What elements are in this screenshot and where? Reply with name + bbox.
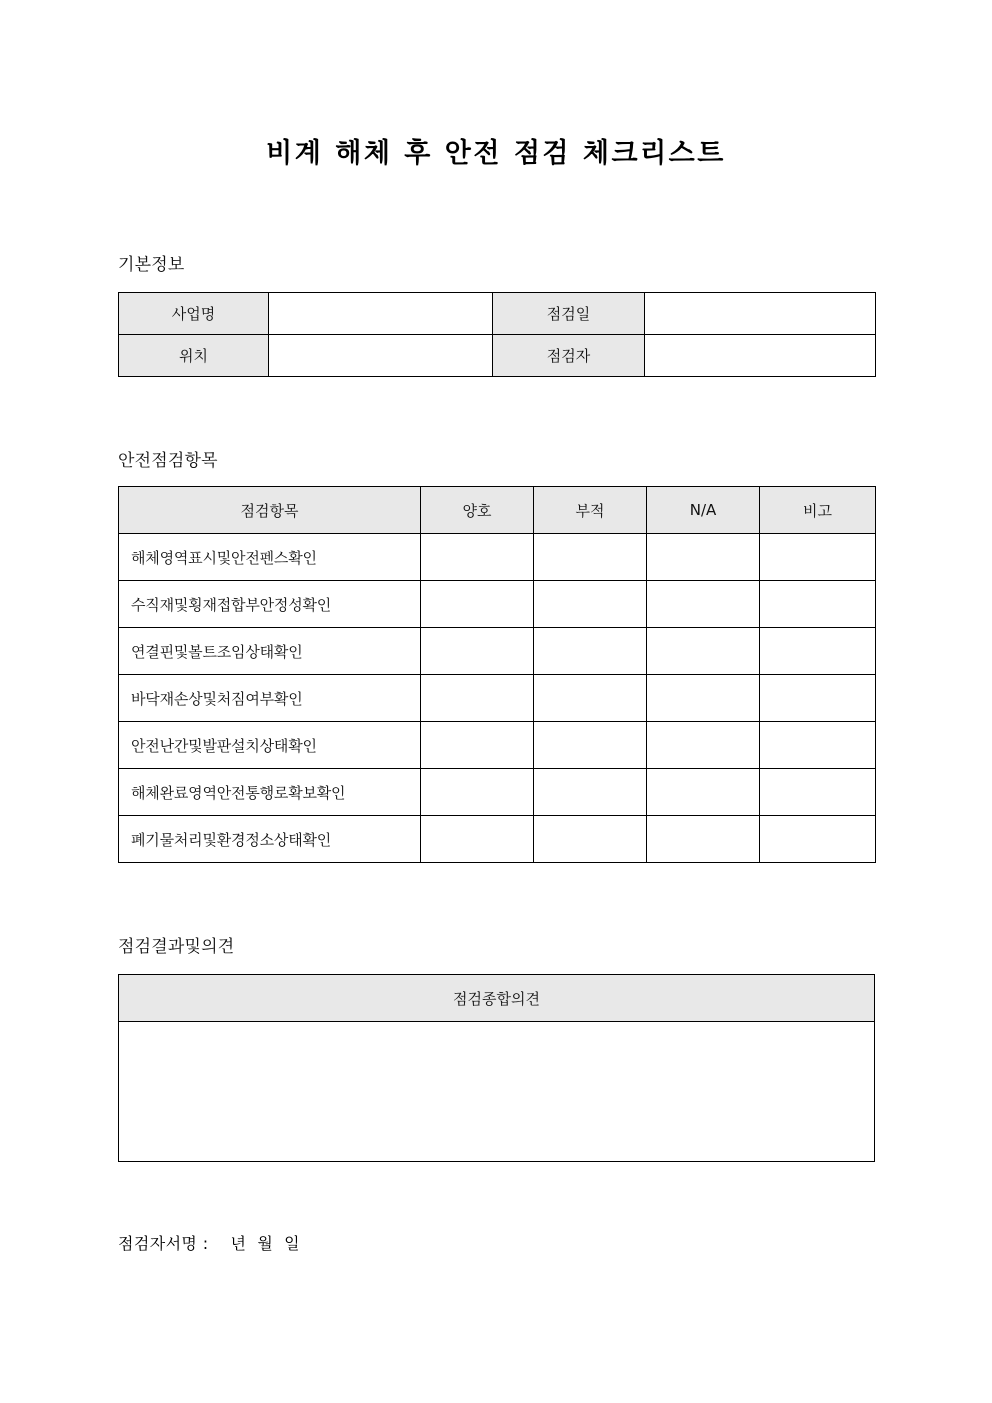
checkbox-cell-good[interactable]: [421, 722, 534, 769]
section-heading-results: 점검결과및의견: [118, 937, 235, 957]
checkbox-cell-defect[interactable]: [534, 769, 647, 816]
inspection-item-label: 안전난간및발판설치상태확인: [119, 722, 421, 769]
checkbox-cell-na[interactable]: [647, 628, 760, 675]
table-row: [119, 675, 876, 722]
checkbox-cell-defect[interactable]: [534, 816, 647, 863]
table-row: [119, 293, 876, 335]
checkbox-cell-good[interactable]: [421, 581, 534, 628]
field-value-project-name[interactable]: [269, 293, 493, 335]
page-title: 비계 해체 후 안전 점검 체크리스트: [266, 138, 726, 169]
table-header-row: [119, 487, 876, 534]
checkbox-cell-na[interactable]: [647, 722, 760, 769]
column-header-comments: 점검종합의견: [119, 975, 875, 1022]
table-row: [119, 335, 876, 377]
inspector-signature-line[interactable]: 점검자서명 : 년 월 일: [118, 1234, 301, 1253]
column-header-item: 점검항목: [119, 487, 421, 534]
inspection-item-label: 연결핀및볼트조임상태확인: [119, 628, 421, 675]
field-label-inspection-date: 점검일: [493, 293, 645, 335]
remark-cell[interactable]: [760, 675, 876, 722]
remark-cell[interactable]: [760, 534, 876, 581]
section-heading-basic-info: 기본정보: [118, 255, 185, 275]
table-row: [119, 581, 876, 628]
comments-table: [118, 974, 875, 1162]
inspection-items-table: [118, 486, 876, 863]
column-header-good: 양호: [421, 487, 534, 534]
checkbox-cell-na[interactable]: [647, 534, 760, 581]
field-value-inspector[interactable]: [645, 335, 876, 377]
table-row: [119, 722, 876, 769]
checkbox-cell-na[interactable]: [647, 581, 760, 628]
checkbox-cell-good[interactable]: [421, 769, 534, 816]
field-value-location[interactable]: [269, 335, 493, 377]
inspection-item-label: 해체완료영역안전통행로확보확인: [119, 769, 421, 816]
remark-cell[interactable]: [760, 816, 876, 863]
checkbox-cell-good[interactable]: [421, 675, 534, 722]
checkbox-cell-defect[interactable]: [534, 534, 647, 581]
table-header-row: [119, 975, 875, 1022]
table-row: [119, 534, 876, 581]
checkbox-cell-good[interactable]: [421, 628, 534, 675]
table-row: [119, 1022, 875, 1162]
checkbox-cell-defect[interactable]: [534, 675, 647, 722]
checkbox-cell-defect[interactable]: [534, 722, 647, 769]
field-value-inspection-date[interactable]: [645, 293, 876, 335]
column-header-na: N/A: [647, 487, 760, 534]
field-label-inspector: 점검자: [493, 335, 645, 377]
inspection-item-label: 수직재및횡재접합부안정성확인: [119, 581, 421, 628]
inspection-item-label: 바닥재손상및처짐여부확인: [119, 675, 421, 722]
remark-cell[interactable]: [760, 628, 876, 675]
remark-cell[interactable]: [760, 581, 876, 628]
inspection-item-label: 폐기물처리및환경정소상태확인: [119, 816, 421, 863]
column-header-defect: 부적: [534, 487, 647, 534]
checkbox-cell-na[interactable]: [647, 769, 760, 816]
table-row: [119, 628, 876, 675]
field-label-location: 위치: [119, 335, 269, 377]
inspection-item-label: 해체영역표시및안전펜스확인: [119, 534, 421, 581]
column-header-remark: 비고: [760, 487, 876, 534]
section-heading-inspection-items: 안전점검항목: [118, 451, 218, 471]
table-row: [119, 816, 876, 863]
checkbox-cell-good[interactable]: [421, 816, 534, 863]
checkbox-cell-defect[interactable]: [534, 628, 647, 675]
remark-cell[interactable]: [760, 722, 876, 769]
remark-cell[interactable]: [760, 769, 876, 816]
table-row: [119, 769, 876, 816]
checkbox-cell-good[interactable]: [421, 534, 534, 581]
comments-input-area[interactable]: [119, 1022, 875, 1162]
checkbox-cell-na[interactable]: [647, 675, 760, 722]
basic-info-table: [118, 292, 876, 377]
checkbox-cell-defect[interactable]: [534, 581, 647, 628]
checkbox-cell-na[interactable]: [647, 816, 760, 863]
field-label-project-name: 사업명: [119, 293, 269, 335]
